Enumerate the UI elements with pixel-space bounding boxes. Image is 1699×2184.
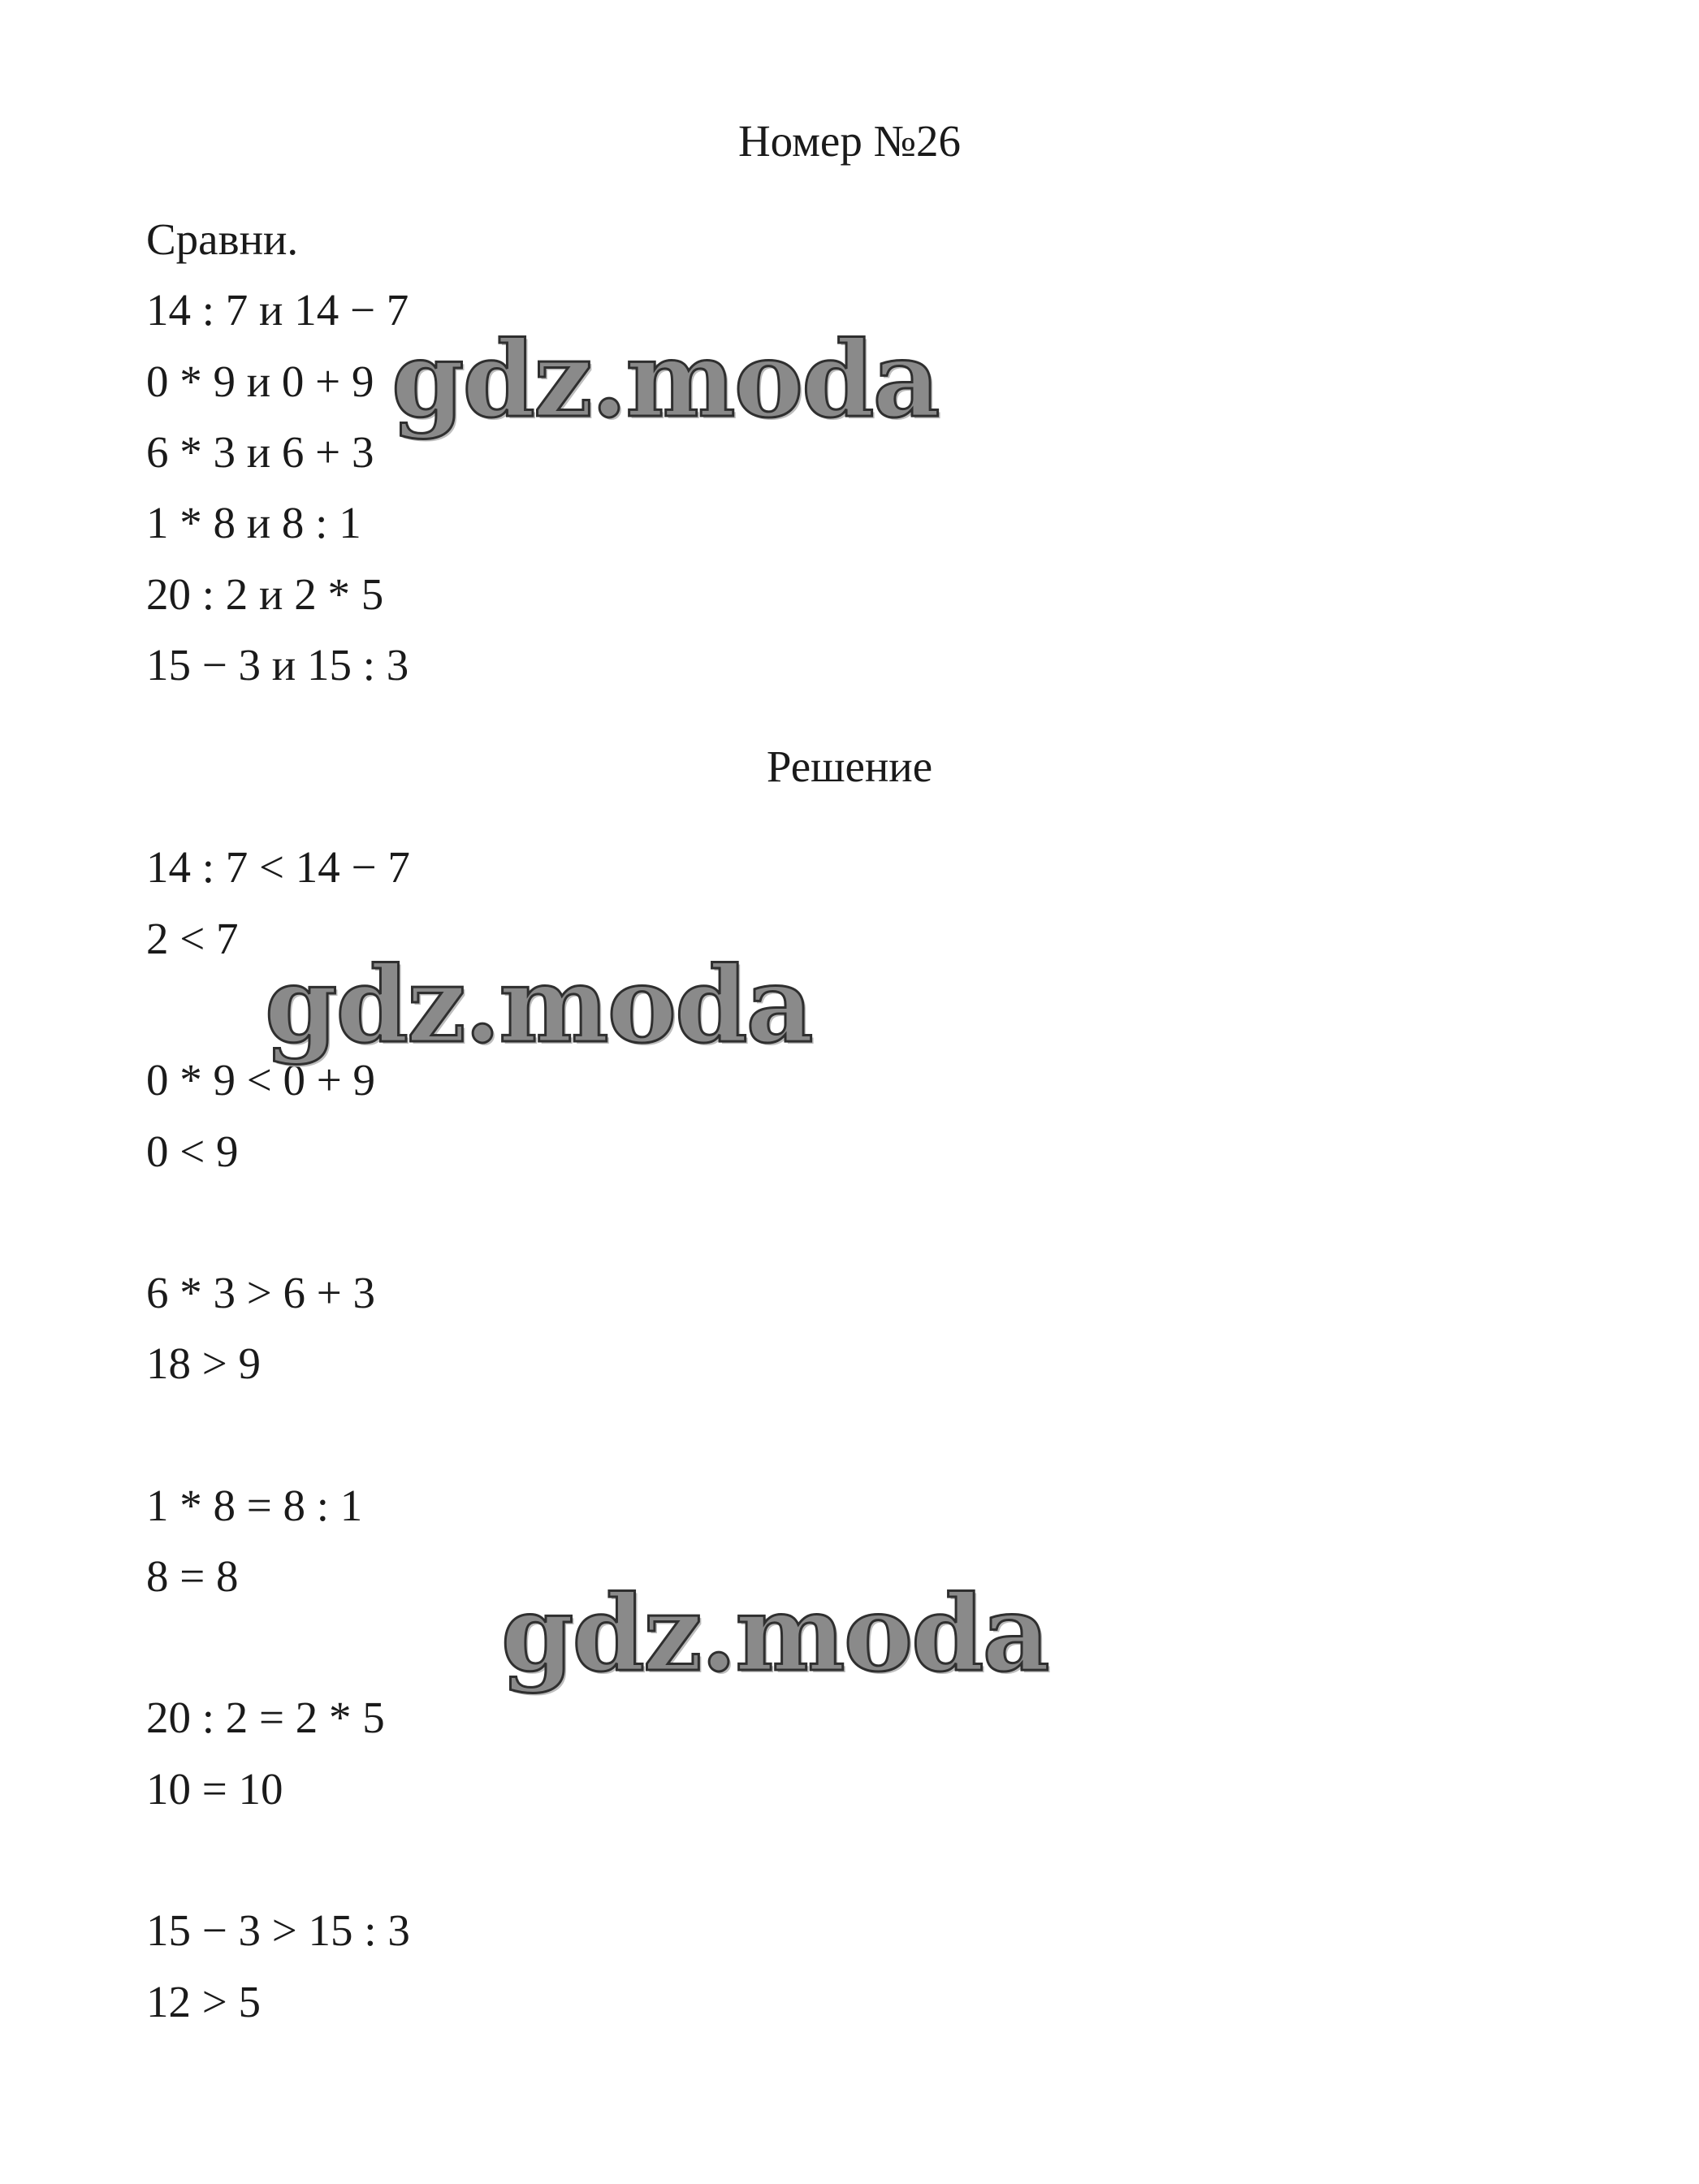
solution-comparison: 15 − 3 > 15 : 3 xyxy=(146,1905,410,1955)
solution-result: 0 < 9 xyxy=(146,1127,239,1176)
task-item: 6 * 3 и 6 + 3 xyxy=(146,427,374,477)
watermark-logo: gdz.moda xyxy=(391,319,939,441)
task-item: 1 * 8 и 8 : 1 xyxy=(146,498,361,547)
task-item: 20 : 2 и 2 * 5 xyxy=(146,569,384,619)
task-item: 14 : 7 и 14 − 7 xyxy=(146,285,409,335)
task-item: 0 * 9 и 0 + 9 xyxy=(146,357,374,406)
solution-result: 2 < 7 xyxy=(146,914,239,963)
page-title: Номер №26 xyxy=(737,116,962,166)
solution-comparison: 14 : 7 < 14 − 7 xyxy=(146,842,410,892)
task-intro: Сравни. xyxy=(146,214,299,264)
solution-comparison: 6 * 3 > 6 + 3 xyxy=(146,1268,376,1317)
watermark-logo: gdz.moda xyxy=(501,1573,1048,1695)
solution-result: 18 > 9 xyxy=(146,1339,262,1388)
task-item: 15 − 3 и 15 : 3 xyxy=(146,640,409,690)
solution-comparison: 0 * 9 < 0 + 9 xyxy=(146,1055,376,1105)
solution-comparison: 1 * 8 = 8 : 1 xyxy=(146,1481,363,1530)
solution-comparison: 20 : 2 = 2 * 5 xyxy=(146,1693,385,1742)
watermark-logo: gdz.moda xyxy=(265,945,812,1066)
solution-heading: Решение xyxy=(766,742,933,791)
solution-result: 10 = 10 xyxy=(146,1764,283,1814)
solution-result: 8 = 8 xyxy=(146,1551,239,1601)
solution-result: 12 > 5 xyxy=(146,1977,262,2026)
